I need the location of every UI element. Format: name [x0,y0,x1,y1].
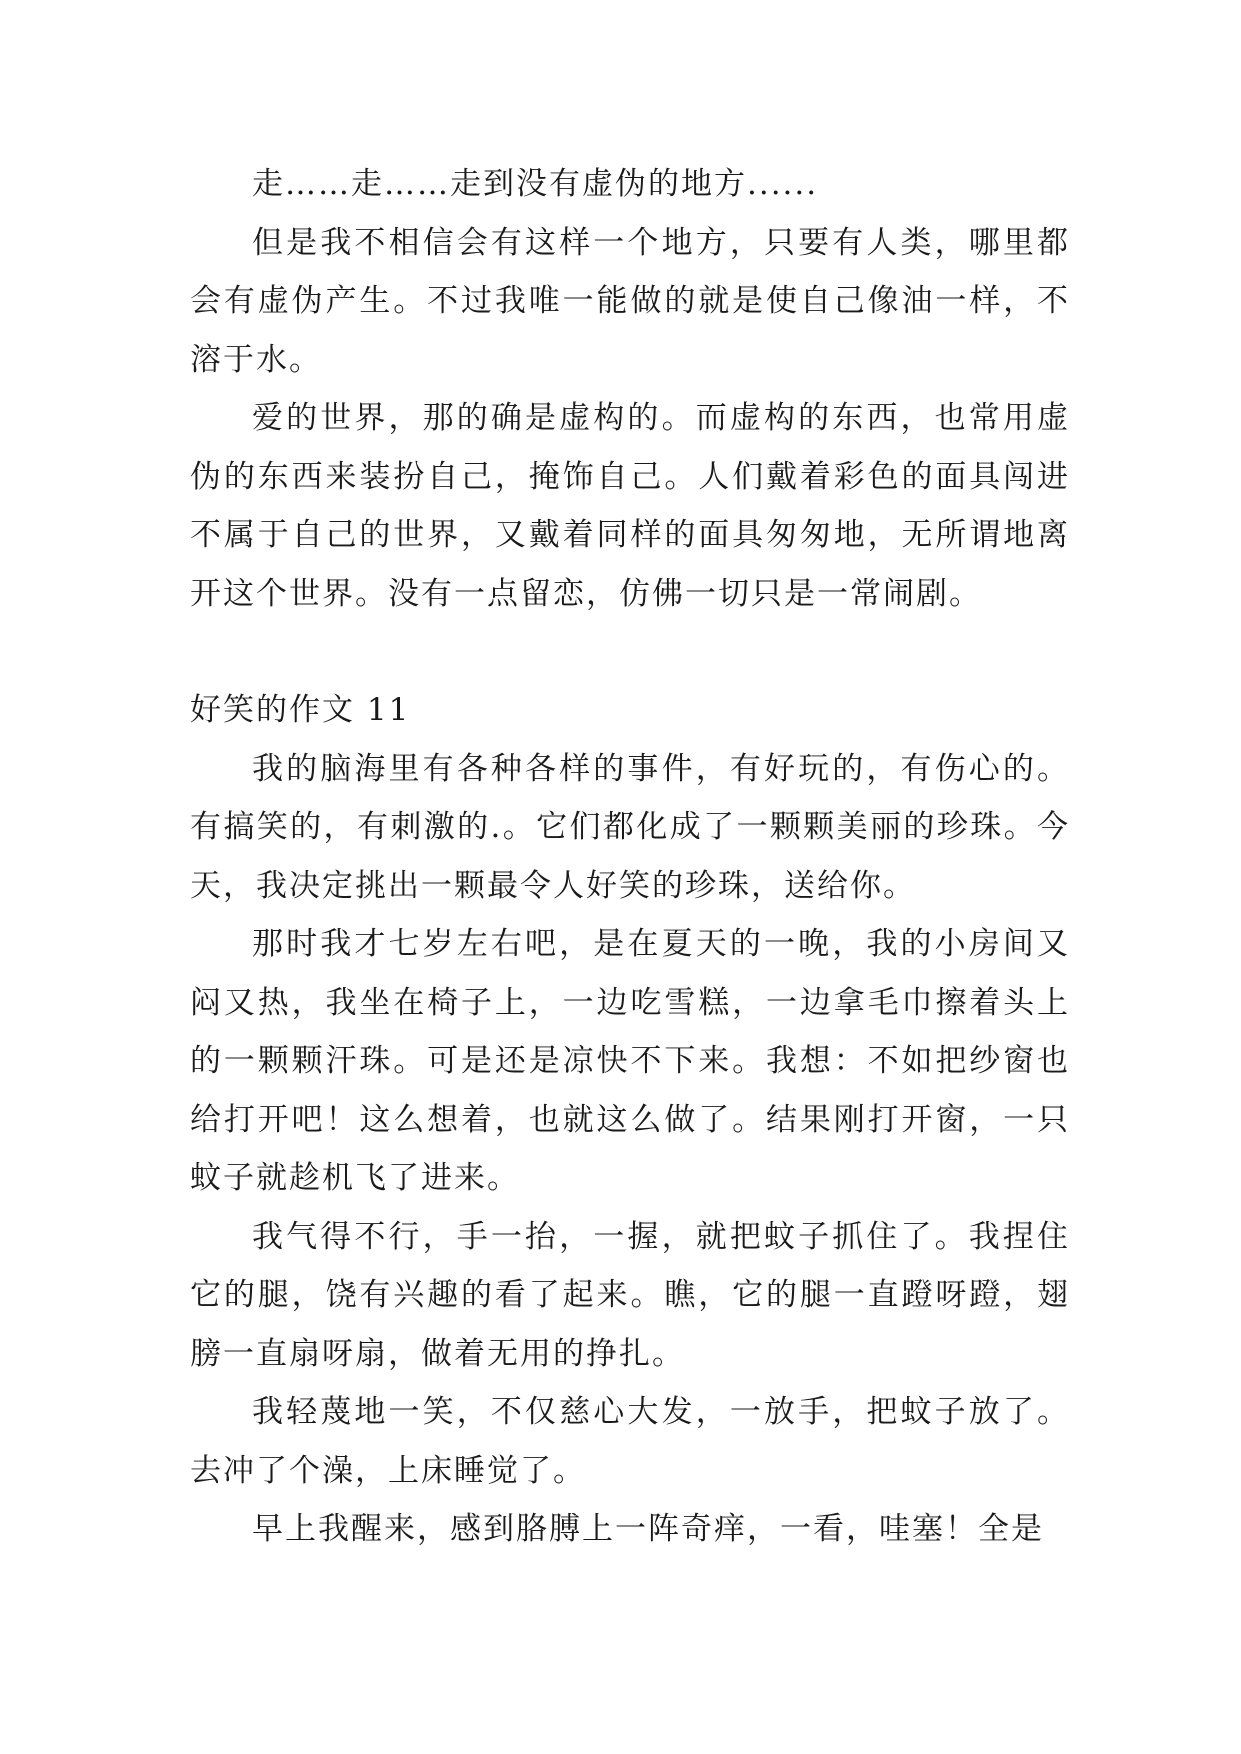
paragraph: 那时我才七岁左右吧，是在夏天的一晚，我的小房间又闷又热，我坐在椅子上，一边吃雪糕，一边拿毛巾擦着头上的一颗颗汗珠。可是还是凉快不下来。我想：不如把纱窗也给打开吧！这么想着，也就这么做了。结果刚打开窗，一只蚊子就趁机飞了进来。 [190,926,1070,1196]
paragraph: 爱的世界，那的确是虚构的。而虚构的东西，也常用虚伪的东西来装扮自己，掩饰自己。人们戴着彩色的面具闯进不属于自己的世界，又戴着同样的面具匆匆地，无所谓地离开这个世界。没有一点留恋，仿佛一切只是一常闹剧。 [190,400,1070,612]
paragraph: 早上我醒来，感到胳膊上一阵奇痒，一看，哇塞！全是 [252,1511,1044,1547]
paragraph: 我气得不行，手一抬，一握，就把蚊子抓住了。我捏住它的腿，饶有兴趣的看了起来。瞧，它的腿一直蹬呀蹬，翅膀一直扇呀扇，做着无用的挣扎。 [190,1218,1070,1372]
paragraph: 但是我不相信会有这样一个地方，只要有人类，哪里都会有虚伪产生。不过我唯一能做的就是使自己像油一样，不溶于水。 [190,224,1070,378]
paragraph: 我的脑海里有各种各样的事件，有好玩的，有伤心的。有搞笑的，有刺激的.。它们都化成了一颗颗美丽的珍珠。今天，我决定挑出一颗最令人好笑的珍珠，送给你。 [190,750,1070,904]
paragraph: 走……走……走到没有虚伪的地方...... [252,166,819,202]
section-title: 好笑的作文 11 [190,692,411,728]
document-body [190,155,1070,1559]
paragraph: 我轻蔑地一笑，不仅慈心大发，一放手，把蚊子放了。去冲了个澡，上床睡觉了。 [190,1394,1070,1489]
